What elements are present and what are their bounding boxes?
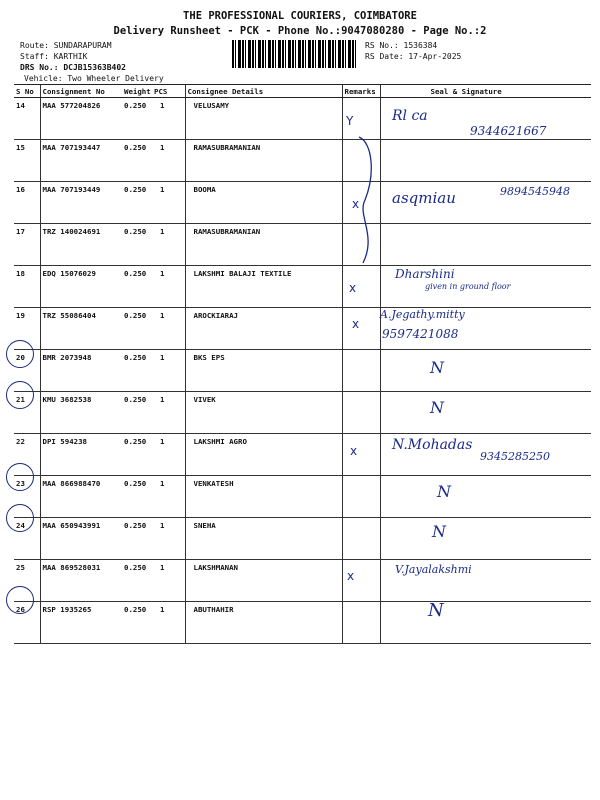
staff-text: Staff: KARTHIK [20,52,88,61]
remark-cross-mark: x [349,281,357,295]
signature-phone-14: 9344621667 [470,124,547,138]
sno-cell: 18 [14,266,40,308]
weight-cell: 0.250 [122,266,152,308]
remark-cross-mark: x [350,444,358,458]
signature-cell [380,224,591,266]
remark-cross-mark: x [347,569,355,583]
sno-cell: 17 [14,224,40,266]
remarks-cell [342,308,380,350]
remarks-cell [342,602,380,644]
col-pcs: PCS [152,85,185,98]
rs-no-text: RS No.: 1536384 [365,41,438,50]
signature-cell [380,476,591,518]
consignee-cell: ABUTHAHIR [185,602,342,644]
consignment-cell: MAA 707193449 [40,182,122,224]
sno-cell: 24 [14,518,40,560]
sno-cell: 26 [14,602,40,644]
signature-phone-22: 9345285250 [480,450,550,463]
signature-cell [380,140,591,182]
consignment-cell: DPI 594238 [40,434,122,476]
consignee-cell: VELUSAMY [185,98,342,140]
table-row [14,350,591,392]
consignee-cell: VENKATESH [185,476,342,518]
remark-cross-mark: x [352,197,360,211]
weight-cell: 0.250 [122,224,152,266]
pcs-cell: 1 [152,350,185,392]
pcs-cell: 1 [152,602,185,644]
vehicle-text: Vehicle: Two Wheeler Delivery [24,74,164,83]
remarks-cell [342,434,380,476]
consignment-cell: MAA 869528031 [40,560,122,602]
signature-row-22: N.Mohadas [392,437,473,453]
signature-initial: N [432,522,446,541]
sno-cell: 21 [14,392,40,434]
runsheet-table [14,84,591,644]
company-title: THE PROFESSIONAL COURIERS, COIMBATORE [183,10,417,22]
signature-cell [380,602,591,644]
consignment-cell: EDQ 15076029 [40,266,122,308]
weight-cell: 0.250 [122,434,152,476]
col-weight: Weight [124,86,151,96]
weight-cell: 0.250 [122,518,152,560]
consignee-cell: AROCKIARAJ [185,308,342,350]
consignee-cell: VIVEK [185,392,342,434]
sno-cell: 19 [14,308,40,350]
pcs-cell: 1 [152,266,185,308]
table-row [14,392,591,434]
table-row [14,476,591,518]
consignment-cell: MAA 650943991 [40,518,122,560]
sno-cell: 25 [14,560,40,602]
pen-circle [6,381,34,409]
consignment-cell: TRZ 55086404 [40,308,122,350]
signature-row-14: Rl ca [392,108,428,124]
weight-cell: 0.250 [122,98,152,140]
remarks-cell [342,518,380,560]
sno-cell: 14 [14,98,40,140]
remarks-cell [342,476,380,518]
rs-date-text: RS Date: 17-Apr-2025 [365,52,462,61]
consignee-cell: BOOMA [185,182,342,224]
consignee-cell: BKS EPS [185,350,342,392]
table-row [14,602,591,644]
pcs-cell: 1 [152,476,185,518]
signature-initial: N [437,482,451,501]
signature-cell [380,350,591,392]
pcs-cell: 1 [152,392,185,434]
pen-circle [6,463,34,491]
pcs-cell: 1 [152,308,185,350]
col-remarks: Remarks [342,85,380,98]
consignee-cell: SNEHA [185,518,342,560]
sno-cell: 23 [14,476,40,518]
barcode-image [232,40,358,68]
pcs-cell: 1 [152,98,185,140]
pcs-cell: 1 [152,560,185,602]
consignment-cell: MAA 577204826 [40,98,122,140]
remarks-cell [342,266,380,308]
remark-check-mark: Y [346,114,354,128]
consignee-cell: LAKSHMANAN [185,560,342,602]
sno-cell: 16 [14,182,40,224]
sno-cell: 20 [14,350,40,392]
weight-cell: 0.250 [122,308,152,350]
signature-row-18: Dharshini [395,267,455,281]
signature-initial: N [430,398,444,417]
remarks-cell [342,392,380,434]
consignee-cell: LAKSHMI BALAJI TEXTILE [185,266,342,308]
weight-cell: 0.250 [122,602,152,644]
consignee-cell: LAKSHMI AGRO [185,434,342,476]
pcs-cell: 1 [152,434,185,476]
consignee-cell: RAMASUBRAMANIAN [185,224,342,266]
table-row [14,560,591,602]
route-text: Route: SUNDARAPURAM [20,41,112,50]
consignment-cell: MAA 866988470 [40,476,122,518]
runsheet-subtitle: Delivery Runsheet - PCK - Phone No.:9047080280 - Page No.:2 [113,25,487,37]
consignment-cell: MAA 707193447 [40,140,122,182]
sno-cell: 15 [14,140,40,182]
col-consignee: Consignee Details [185,85,342,98]
signature-row-25: V.Jayalakshmi [395,563,472,576]
meta-left [20,40,164,84]
table-row [14,140,591,182]
pcs-cell: 1 [152,140,185,182]
remark-cross-mark: x [352,317,360,331]
drs-text: DRS No.: DCJB15363B402 [20,63,126,72]
signature-initial: N [428,600,444,621]
consignee-cell: RAMASUBRAMANIAN [185,140,342,182]
weight-cell: 0.250 [122,350,152,392]
weight-cell: 0.250 [122,392,152,434]
pen-circle [6,504,34,532]
pcs-cell: 1 [152,182,185,224]
table-row [14,308,591,350]
signature-note-18: given in ground floor [425,282,511,291]
sno-cell: 22 [14,434,40,476]
remarks-cell [342,350,380,392]
signature-phone-16: 9894545948 [500,185,570,198]
weight-cell: 0.250 [122,182,152,224]
pcs-cell: 1 [152,518,185,560]
col-sno: S No [14,85,40,98]
signature-row-16: asqmiau [392,189,456,207]
table-row [14,224,591,266]
pcs-cell: 1 [152,224,185,266]
weight-cell: 0.250 [122,140,152,182]
signature-cell [380,518,591,560]
consignment-cell: TRZ 140024691 [40,224,122,266]
pen-circle [6,340,34,368]
table-row [14,518,591,560]
signature-phone-19: 9597421088 [382,327,459,341]
signature-cell [380,392,591,434]
signature-row-19: A.Jegathy.mitty [380,308,465,321]
consignment-cell: BMR 2073948 [40,350,122,392]
pen-circle [6,586,34,614]
signature-initial: N [430,358,444,377]
col-consignment: Consignment No [40,85,122,98]
weight-cell: 0.250 [122,476,152,518]
consignment-cell: RSP 1935265 [40,602,122,644]
weight-cell: 0.250 [122,560,152,602]
col-signature: Seal & Signature [380,85,591,98]
table-header-row [14,85,591,98]
consignment-cell: KMU 3682538 [40,392,122,434]
meta-right [365,40,461,62]
